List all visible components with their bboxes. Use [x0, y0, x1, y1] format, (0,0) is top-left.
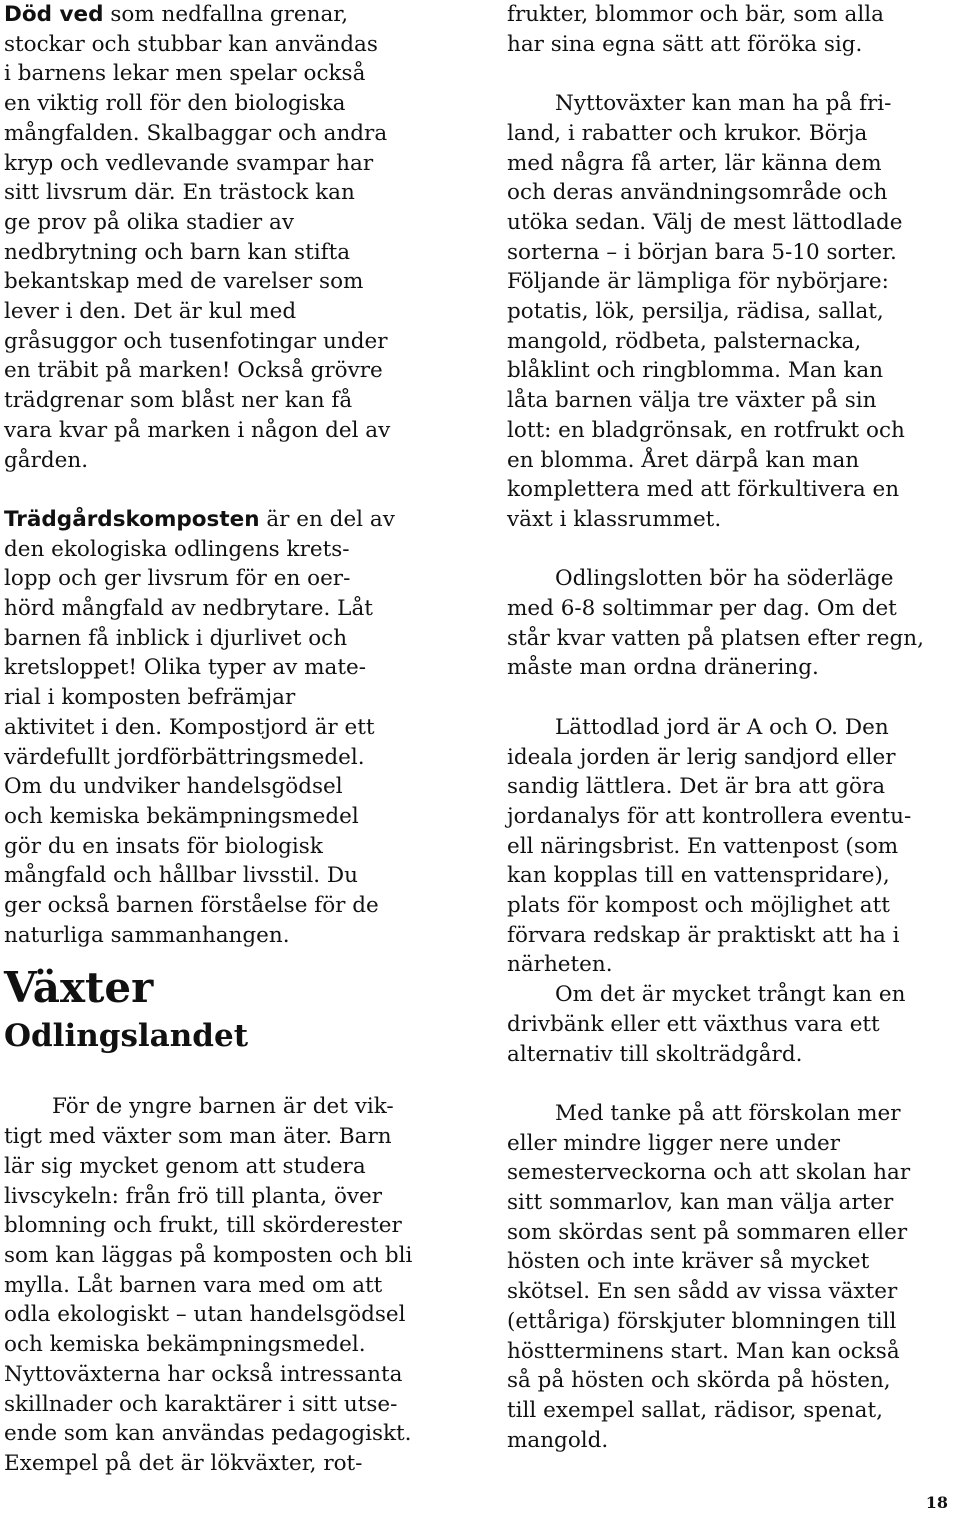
- text-line: i barnens lekar men spelar också: [4, 61, 366, 87]
- text-line: jordanalys för att kontrollera eventu-: [507, 803, 912, 829]
- text-line: Om du undviker handelsgödsel: [4, 774, 343, 800]
- text-line: Med tanke på att förskolan mer: [555, 1100, 901, 1126]
- text-line: närheten.: [507, 952, 613, 978]
- text-line: ideala jorden är lerig sandjord eller: [507, 744, 896, 770]
- text-line: skillnader och karaktärer i sitt utse-: [4, 1391, 398, 1417]
- text-line: hörd mångfald av nedbrytare. Låt: [4, 596, 373, 622]
- paragraph-gap: [507, 683, 957, 713]
- text-line: (ettåriga) förskjuter blomningen till: [507, 1308, 897, 1334]
- text-line: komplettera med att förkultivera en: [507, 477, 900, 503]
- text-line: hösten och inte kräver så mycket: [507, 1249, 870, 1275]
- text-line: skötsel. En sen sådd av vissa växter: [507, 1279, 898, 1305]
- text-line: med 6-8 soltimmar per dag. Om det: [507, 596, 897, 622]
- text-line: sandig lättlera. Det är bra att göra: [507, 774, 886, 800]
- text-line: värdefullt jordförbättringsmedel.: [4, 744, 365, 770]
- text-line: semesterveckorna och att skolan har: [507, 1160, 911, 1186]
- text-line: potatis, lök, persilja, rädisa, sallat,: [507, 299, 884, 325]
- text-line: den ekologiska odlingens krets-: [4, 536, 350, 562]
- text-line: Död ved som nedfallna grenar,: [4, 2, 349, 27]
- paragraph-continuation: [507, 0, 957, 59]
- text-line: rial i komposten befrämjar: [4, 685, 296, 711]
- section-heading: Växter: [4, 963, 154, 1013]
- text-line: Nyttoväxter kan man ha på fri-: [555, 91, 892, 117]
- paragraph-dod-ved: [4, 0, 474, 475]
- text-line: frukter, blommor och bär, som alla: [507, 2, 884, 27]
- text-line: som skördas sent på sommaren eller: [507, 1219, 908, 1245]
- paragraph-gap: [507, 535, 957, 565]
- text-line: gråsuggor och tusenfotingar under: [4, 328, 388, 354]
- left-column: [4, 0, 474, 1479]
- text-line: måste man ordna dränering.: [507, 655, 819, 681]
- text-line: Trädgårdskomposten är en del av: [4, 506, 395, 532]
- text-line: kan kopplas till en vattenspridare),: [507, 863, 890, 889]
- paragraph-gap: [507, 1069, 957, 1099]
- text-line: en träbit på marken! Också grövre: [4, 358, 383, 384]
- text-line: Odlingslotten bör ha söderläge: [555, 566, 894, 592]
- text-line: en viktig roll för den biologiska: [4, 91, 346, 117]
- lead-tradgardskomposten: Trädgårdskomposten: [4, 506, 260, 532]
- text-line: barnen få inblick i djurlivet och: [4, 625, 348, 651]
- text-line: nedbrytning och barn kan stifta: [4, 239, 351, 265]
- paragraph-odlingslotten: [507, 564, 957, 683]
- text-line: mangold, rödbeta, palsternacka,: [507, 328, 862, 354]
- text-line: sorterna – i början bara 5-10 sorter.: [507, 239, 897, 265]
- text-line: ende som kan användas pedagogiskt.: [4, 1421, 412, 1447]
- text-line: växt i klassrummet.: [507, 506, 722, 532]
- text-line: För de yngre barnen är det vik-: [52, 1094, 394, 1120]
- right-column: [507, 0, 957, 1455]
- text-line: mangold.: [507, 1427, 609, 1453]
- text-line: ger också barnen förståelse för de: [4, 893, 379, 919]
- text-line: ge prov på olika stadier av: [4, 209, 295, 235]
- paragraph-gap: [4, 475, 474, 505]
- text-line: gör du en insats för biologisk: [4, 833, 323, 859]
- text-line: lopp och ger livsrum för en oer-: [4, 566, 351, 592]
- paragraph-tradgardskomposten: [4, 505, 474, 951]
- text-line: Följande är lämpliga för nybörjare:: [507, 269, 889, 295]
- text-line: Exempel på det är lökväxter, rot-: [4, 1450, 363, 1476]
- text-line: lär sig mycket genom att studera: [4, 1153, 366, 1179]
- text-line: alternativ till skolträdgård.: [507, 1041, 803, 1067]
- text-line: en blomma. Året därpå kan man: [507, 447, 860, 473]
- paragraph-forskolan: [507, 1099, 957, 1455]
- text-line: vara kvar på marken i någon del av: [4, 417, 391, 443]
- text-line: gården.: [4, 447, 89, 473]
- text-line: Om det är mycket trångt kan en: [555, 982, 906, 1008]
- text-line: lott: en bladgrönsak, en rotfrukt och: [507, 417, 905, 443]
- text-line: mångfalden. Skalbaggar och andra: [4, 120, 388, 146]
- text-line: står kvar vatten på platsen efter regn,: [507, 625, 924, 651]
- text-line: odla ekologiskt – utan handelsgödsel: [4, 1302, 406, 1328]
- text-line: med några få arter, lär känna dem: [507, 150, 882, 176]
- paragraph-odlingslandet: [4, 1092, 474, 1478]
- text-line: plats för kompost och möjlighet att: [507, 893, 890, 919]
- text-line: kretsloppet! Olika typer av mate-: [4, 655, 366, 681]
- text-line: låta barnen välja tre växter på sin: [507, 388, 877, 414]
- text-line: blåklint och ringblomma. Man kan: [507, 358, 884, 384]
- text-line: drivbänk eller ett växthus vara ett: [507, 1011, 880, 1037]
- lead-dod-ved: Död ved: [4, 2, 104, 27]
- text-line: Lättodlad jord är A och O. Den: [555, 714, 889, 740]
- text-line: höstterminens start. Man kan också: [507, 1338, 900, 1364]
- text-line: stockar och stubbar kan användas: [4, 31, 378, 57]
- text-line: bekantskap med de varelser som: [4, 269, 364, 295]
- text-line: eller mindre ligger nere under: [507, 1130, 840, 1156]
- text-line: förvara redskap är praktiskt att ha i: [507, 922, 900, 948]
- text-line: trädgrenar som blåst ner kan få: [4, 388, 353, 414]
- text-line: Nyttoväxterna har också intressanta: [4, 1361, 403, 1387]
- text-line: blomning och frukt, till skörderester: [4, 1213, 402, 1239]
- text-line: utöka sedan. Välj de mest lättodlade: [507, 209, 903, 235]
- text-line: kryp och vedlevande svampar har: [4, 150, 374, 176]
- text-line: mångfald och hållbar livsstil. Du: [4, 863, 358, 889]
- paragraph-lattodlad-jord: [507, 713, 957, 980]
- text-line: sitt livsrum där. En trästock kan: [4, 180, 355, 206]
- text-line: sitt sommarlov, kan man välja arter: [507, 1190, 894, 1216]
- text-line: så på hösten och skörda på hösten,: [507, 1368, 891, 1394]
- paragraph-trangt: [507, 980, 957, 1069]
- paragraph-gap: [507, 59, 957, 89]
- text-line: till exempel sallat, rädisor, spenat,: [507, 1397, 883, 1423]
- text-line: livscykeln: från frö till planta, över: [4, 1183, 383, 1209]
- page-number: 18: [925, 1493, 948, 1512]
- text-line: ell näringsbrist. En vattenpost (som: [507, 833, 899, 859]
- text-line: och kemiska bekämpningsmedel: [4, 803, 359, 829]
- text-line: som kan läggas på komposten och bli: [4, 1243, 413, 1268]
- section-subheading: Odlingslandet: [4, 1018, 249, 1055]
- text-line: tigt med växter som man äter. Barn: [4, 1124, 392, 1150]
- paragraph-nyttovaxter: [507, 89, 957, 535]
- text-line: och kemiska bekämpningsmedel.: [4, 1332, 366, 1358]
- text-line: aktivitet i den. Kompostjord är ett: [4, 714, 375, 740]
- text-line: lever i den. Det är kul med: [4, 299, 297, 325]
- text-line: naturliga sammanhangen.: [4, 922, 290, 948]
- text-line: och deras användningsområde och: [507, 180, 888, 206]
- text-line: land, i rabatter och krukor. Börja: [507, 120, 868, 146]
- text-line: mylla. Låt barnen vara med om att: [4, 1272, 383, 1298]
- text-line: har sina egna sätt att föröka sig.: [507, 31, 863, 57]
